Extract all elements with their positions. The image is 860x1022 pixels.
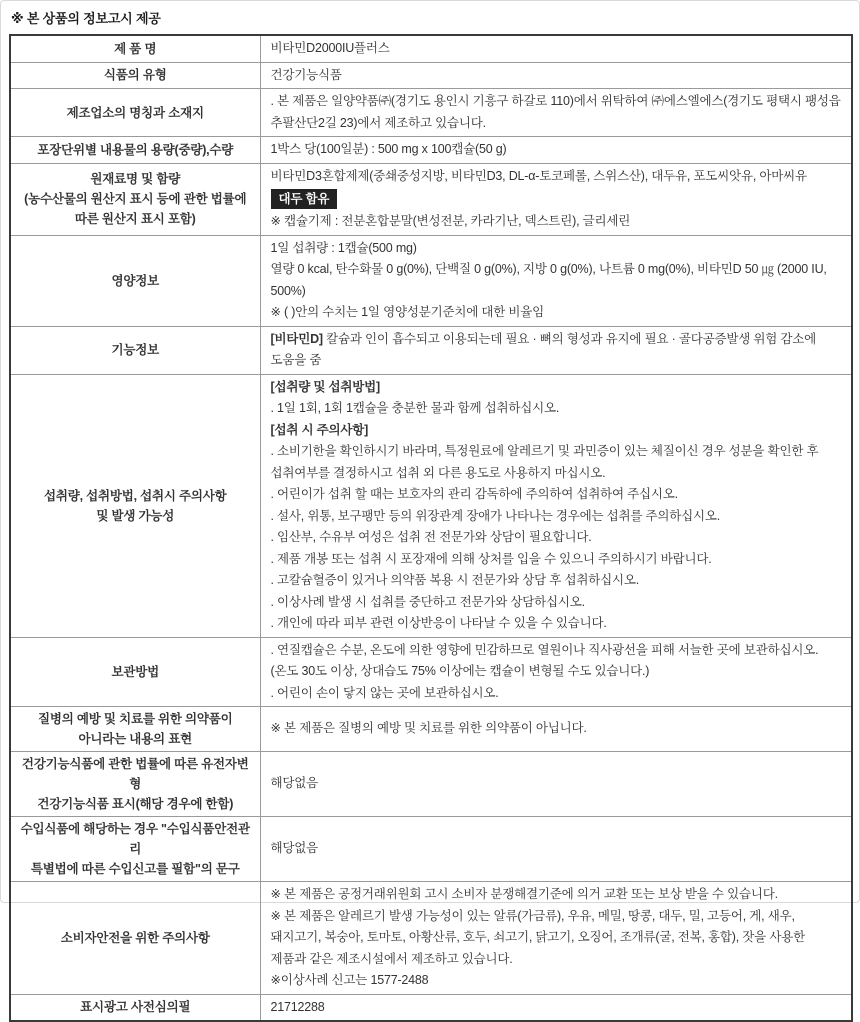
row-value <box>260 235 852 326</box>
table-row <box>10 752 852 817</box>
row-label: 소비자안전을 위한 주의사항 <box>10 882 260 995</box>
table-row <box>10 35 852 62</box>
value-line: 해당없음 <box>270 776 319 791</box>
value-line: ※ 본 제품은 공정거래위원회 고시 소비자 분쟁해결기준에 의거 교환 또는 보상 받을 수 있습니다. <box>270 887 778 901</box>
row-label: 제조업소의 명칭과 소재지 <box>10 89 260 137</box>
value-line: . 제품 개봉 또는 섭취 시 포장재에 의해 상처를 입을 수 있으니 주의하시기 바랍니다. <box>270 551 712 566</box>
value-line: [비타민D] 칼슘과 인이 흡수되고 이용되는데 필요 · 뼈의 형성과 유지에 필요 · 골다공증발생 위험 감소에 도움을 줌 <box>270 331 817 367</box>
value-line: . 본 제품은 일양약품㈜(경기도 용인시 기흥구 하갈로 110)에서 위탁하여 ㈜에스엘에스(경기도 평택시 팽성읍 추팔산단2길 23)에서 제조하고 있습니다. <box>270 94 841 130</box>
table-row <box>10 163 852 235</box>
row-value <box>260 62 852 89</box>
value-line: . 개인에 따라 피부 관련 이상반응이 나타날 수 있을 수 있습니다. <box>270 616 607 630</box>
table-row <box>10 326 852 374</box>
value-line: . 어린이 손이 닿지 않는 곳에 보관하십시오. <box>270 685 499 700</box>
value-line: 해당없음 <box>270 841 319 856</box>
value-line: . 어린이가 섭취 할 때는 보호자의 관리 감독하에 주의하여 섭취하여 주십시오. <box>270 487 678 501</box>
value-line: . 임산부, 수유부 여성은 섭취 전 전문가와 상담이 필요합니다. <box>270 530 592 544</box>
row-label: 포장단위별 내용물의 용량(중량),수량 <box>10 137 260 164</box>
value-line: . 이상사례 발생 시 섭취를 중단하고 전문가와 상담하십시오. <box>270 594 585 609</box>
table-row <box>10 882 852 995</box>
value-line: ※ 캡슐기제 : 전분혼합분말(변성전분, 카라기난, 덱스트린), 글리세린 <box>270 214 631 228</box>
value-line: . 1일 1회, 1회 1캡슐을 충분한 물과 함께 섭취하십시오. <box>270 401 560 415</box>
row-label: 섭취량, 섭취방법, 섭취시 주의사항 및 발생 가능성 <box>10 374 260 637</box>
row-label: 수입식품에 해당하는 경우 "수입식품안전관리 특별법에 따른 수입신고를 필함"의 문구 <box>10 817 260 882</box>
row-value <box>260 707 852 752</box>
product-disclosure-table <box>9 34 853 1022</box>
value-line: ※이상사례 신고는 1577-2488 <box>270 973 429 987</box>
value-line: 1일 섭취량 : 1캡슐(500 mg) <box>270 240 417 255</box>
row-value <box>260 89 852 137</box>
row-value <box>260 882 852 995</box>
value-line: [섭취 시 주의사항] <box>270 422 369 437</box>
row-label: 제 품 명 <box>10 35 260 62</box>
row-label: 원재료명 및 함량 (농수산물의 원산지 표시 등에 관한 법률에 따른 원산지 표시 포함) <box>10 163 260 235</box>
row-value <box>260 637 852 707</box>
value-line: . 소비기한을 확인하시기 바라며, 특정원료에 알레르기 및 과민증이 있는 체질이신 경우 성분을 확인한 후 섭취여부를 결정하시고 섭취 외 다른 용도로 사용하지 마십시오. <box>270 444 819 480</box>
value-line: ※ ( )안의 수치는 1일 영양성분기준치에 대한 비율임 <box>270 305 544 319</box>
row-value <box>260 326 852 374</box>
value-line: 비타민D3혼합제제(중쇄중성지방, 비타민D3, DL-α-토코페롤, 스위스산), 대두유, 포도씨앗유, 아마씨유 <box>270 168 807 183</box>
value-line: ※ 본 제품은 질병의 예방 및 치료를 위한 의약품이 아닙니다. <box>270 721 587 736</box>
table-row <box>10 374 852 637</box>
table-row <box>10 137 852 164</box>
info-table-body <box>10 35 852 1021</box>
value-line: 건강기능식품 <box>270 67 342 82</box>
row-label: 표시광고 사전심의필 <box>10 994 260 1021</box>
info-notice-title: ※ 본 상품의 정보고시 제공 <box>11 11 161 26</box>
table-row <box>10 817 852 882</box>
table-row <box>10 994 852 1021</box>
value-line: . 연질캡슐은 수분, 온도에 의한 영향에 민감하므로 열원이나 직사광선을 피해 서늘한 곳에 보관하십시오. <box>270 642 819 657</box>
row-value <box>260 994 852 1021</box>
value-line: (온도 30도 이상, 상대습도 75% 이상에는 캡슐이 변형될 수도 있습니다.) <box>270 664 650 678</box>
row-label: 기능정보 <box>10 326 260 374</box>
row-label: 식품의 유형 <box>10 62 260 89</box>
value-line <box>271 187 842 211</box>
table-row <box>10 62 852 89</box>
row-label: 보관방법 <box>10 637 260 707</box>
row-value <box>260 374 852 637</box>
value-line: . 설사, 위통, 보구팽만 등의 위장관계 장애가 나타나는 경우에는 섭취를 주의하십시오. <box>270 508 721 523</box>
table-row <box>10 235 852 326</box>
value-line: . 고칼슘혈증이 있거나 의약품 복용 시 전문가와 상담 후 섭취하십시오. <box>270 573 640 587</box>
value-line: 열량 0 kcal, 탄수화물 0 g(0%), 단백질 0 g(0%), 지방 0 g(0%), 나트륨 0 mg(0%), 비타민D 50 ㎍ (2000 IU, 500%) <box>270 262 827 298</box>
value-line: 비타민D2000IU플러스 <box>270 41 390 55</box>
row-value <box>260 35 852 62</box>
row-value <box>260 137 852 164</box>
row-value <box>260 752 852 817</box>
table-row <box>10 89 852 137</box>
value-line: 21712288 <box>270 999 325 1014</box>
value-line: 1박스 당(100일분) : 500 mg x 100캡슐(50 g) <box>270 142 507 156</box>
value-line: [섭취량 및 섭취방법] <box>270 379 380 394</box>
row-label: 영양정보 <box>10 235 260 326</box>
value-line: ※ 본 제품은 알레르기 발생 가능성이 있는 알류(가금류), 우유, 메밀, 땅콩, 대두, 밀, 고등어, 게, 새우, 돼지고기, 복숭아, 토마토, 아황산류, 호두, 쇠고기, 닭고기, 오징어, 조개류(굴, 전복, 홍합), 잣을 사용한 제품과 같은 제조시설에서 제조하고 있습니다. <box>270 908 805 966</box>
row-label: 질병의 예방 및 치료를 위한 의약품이 아니라는 내용의 표현 <box>10 707 260 752</box>
row-value <box>260 817 852 882</box>
table-row <box>10 707 852 752</box>
table-row <box>10 637 852 707</box>
allergen-badge: 대두 함유 <box>271 189 338 209</box>
row-value <box>260 163 852 235</box>
row-label: 건강기능식품에 관한 법률에 따른 유전자변형 건강기능식품 표시(해당 경우에 한함) <box>10 752 260 817</box>
